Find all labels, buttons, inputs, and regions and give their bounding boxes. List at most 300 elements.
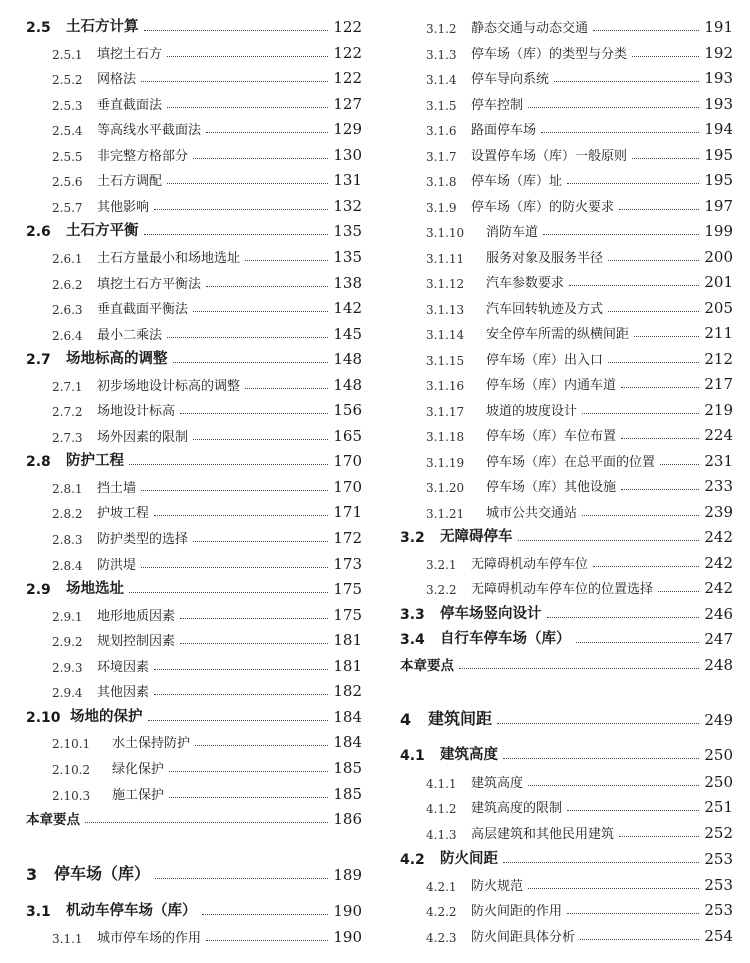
toc-entry-number: 3.1.21: [426, 506, 465, 521]
toc-entry-number: 2.7: [26, 352, 51, 369]
toc-entry-title: 汽车回转轨迹及方式: [486, 301, 604, 317]
toc-entry-page: 239: [704, 502, 733, 521]
toc-entry-number: 2.5.6: [52, 175, 83, 190]
toc-entry-title: 填挖土石方: [97, 46, 163, 62]
toc-entry: [400, 422, 733, 444]
dot-leader: [621, 489, 699, 490]
dot-leader: [167, 107, 328, 108]
toc-entry-number: 3: [26, 865, 38, 884]
toc-entry: [26, 729, 362, 751]
toc-entry-number: 3.1.11: [426, 251, 465, 266]
toc-entry: [26, 91, 362, 113]
toc-entry-page: 145: [333, 324, 362, 343]
toc-entry: [400, 794, 733, 816]
toc-entry-title: 停车场（库）在总平面的位置: [486, 454, 656, 470]
toc-entry: [26, 372, 362, 394]
toc-entry-title: 土石方计算: [66, 19, 139, 35]
toc-entry: [400, 575, 733, 597]
toc-entry: [26, 423, 362, 445]
dot-leader: [567, 913, 699, 914]
toc-entry-title: 无障碍机动车停车位的位置选择: [471, 582, 654, 597]
toc-entry-title: 停车场（库）的类型与分类: [471, 46, 628, 62]
toc-entry: [26, 898, 362, 920]
toc-entry-number: 3.1: [26, 904, 51, 920]
toc-entry-page: 175: [333, 580, 362, 599]
toc-entry-page: 138: [333, 273, 362, 292]
toc-entry: [400, 397, 733, 419]
dot-leader: [547, 617, 700, 618]
toc-entry-number: 2.9.2: [52, 635, 83, 650]
toc-entry-title: 停车场（库）出入口: [486, 352, 604, 368]
toc-entry-number: 3.1.18: [426, 430, 465, 444]
toc-entry: [26, 346, 362, 368]
toc-entry-title: 停车控制: [471, 97, 524, 113]
toc-entry-page: 242: [704, 579, 733, 597]
toc-entry-title: 填挖土石方平衡法: [97, 276, 202, 292]
toc-entry-page: 246: [704, 604, 733, 623]
dot-leader: [180, 643, 328, 644]
toc-entry: [400, 626, 733, 648]
toc-entry-number: 3.1.3: [426, 47, 457, 62]
dot-leader: [193, 158, 328, 159]
toc-entry-title: 无障碍机动车停车位: [471, 556, 589, 572]
toc-entry-page: 251: [704, 798, 733, 816]
toc-entry-number: 3.1.10: [426, 226, 465, 240]
toc-entry-page: 250: [704, 772, 733, 791]
toc-entry: [26, 576, 362, 598]
toc-entry-page: 156: [333, 401, 362, 420]
toc-entry-page: 142: [333, 299, 362, 318]
toc-entry-page: 252: [704, 824, 733, 842]
toc-entry-number: 2.10.1: [52, 737, 91, 752]
toc-entry-title: 建筑间距: [428, 709, 493, 728]
toc-entry-title: 等高线水平截面法: [97, 123, 202, 139]
dot-leader: [582, 515, 699, 516]
dot-leader: [169, 797, 328, 798]
dot-leader: [632, 158, 699, 159]
dot-leader: [148, 720, 329, 721]
toc-entry-title: 地形地质因素: [97, 608, 176, 624]
toc-entry-number: 4.2.2: [426, 905, 457, 919]
dot-leader: [245, 388, 328, 389]
dot-leader: [554, 81, 699, 82]
toc-entry-page: 190: [333, 928, 362, 946]
toc-entry-title: 施工保护: [112, 787, 165, 803]
dot-leader: [569, 285, 699, 286]
toc-entry-number: 3.2.2: [426, 583, 457, 597]
toc-entry: [400, 65, 733, 87]
toc-entry: [400, 820, 733, 842]
toc-entry: [400, 601, 733, 623]
toc-entry-number: 2.5.5: [52, 149, 83, 164]
toc-entry: [26, 602, 362, 624]
dot-leader: [621, 438, 699, 439]
dot-leader: [206, 286, 328, 287]
toc-entry-page: 193: [704, 94, 733, 113]
toc-entry-page: 212: [704, 349, 733, 368]
toc-entry-title: 城市停车场的作用: [97, 931, 202, 946]
toc-entry-number: 4.1: [400, 748, 425, 764]
toc-entry: [400, 550, 733, 572]
toc-entry-number: 3.1.13: [426, 302, 465, 317]
toc-entry: [400, 448, 733, 470]
toc-entry-title: 机动车停车场（库）: [66, 903, 197, 919]
dot-leader: [528, 785, 699, 786]
dot-leader: [593, 566, 699, 567]
toc-entry-title: 规划控制因素: [97, 634, 176, 650]
toc-entry-number: 4.1.1: [426, 776, 457, 791]
toc-entry-number: 2.6.4: [52, 328, 83, 343]
toc-entry-number: 2.10.2: [52, 762, 91, 777]
dot-leader: [459, 668, 699, 669]
toc-entry: [26, 65, 362, 87]
toc-entry-page: 184: [333, 707, 362, 726]
toc-entry-title: 土石方量最小和场地选址: [97, 250, 241, 266]
toc-entry-number: 2.6: [26, 224, 51, 241]
toc-entry: [26, 116, 362, 138]
toc-entry-page: 173: [333, 554, 362, 573]
dot-leader: [658, 591, 699, 592]
toc-entry-page: 148: [333, 375, 362, 394]
toc-entry-number: 3.1.1: [52, 932, 83, 946]
toc-entry-number: 2.5.4: [52, 124, 83, 139]
toc-entry-number: 3.2: [400, 530, 425, 546]
toc-entry: [400, 499, 733, 521]
toc-entry: [400, 346, 733, 368]
dot-leader: [144, 30, 329, 31]
toc-entry: [26, 397, 362, 419]
toc-entry-number: 3.1.16: [426, 379, 465, 393]
toc-entry-title: 静态交通与动态交通: [471, 21, 589, 36]
toc-entry-title: 网格法: [97, 72, 137, 88]
toc-entry-page: 122: [333, 18, 362, 36]
toc-entry-page: 122: [333, 43, 362, 62]
toc-entry-title: 环境因素: [97, 659, 150, 675]
dot-leader: [608, 362, 699, 363]
toc-entry: [26, 862, 362, 884]
toc-entry-title: 护坡工程: [97, 506, 150, 522]
toc-entry-page: 195: [704, 171, 733, 189]
dot-leader: [503, 758, 699, 759]
toc-entry-number: 3.1.15: [426, 353, 465, 368]
dot-leader: [141, 81, 328, 82]
toc-entry-title: 土石方平衡: [66, 223, 139, 240]
toc-entry-title: 水土保持防护: [112, 736, 191, 752]
dot-leader: [518, 540, 700, 541]
toc-entry-title: 城市公共交通站: [486, 505, 578, 521]
toc-entry-title: 垂直截面法: [97, 97, 163, 113]
dot-leader: [180, 413, 328, 414]
toc-entry-title: 服务对象及服务半径: [486, 250, 604, 266]
toc-entry-number: 2.8.3: [52, 533, 83, 547]
toc-entry-title: 防火间距: [440, 851, 498, 867]
dot-leader: [580, 939, 699, 940]
dot-leader: [619, 209, 699, 210]
toc-entry: [26, 499, 362, 521]
dot-leader: [593, 30, 699, 31]
toc-entry-number: 2.9.1: [52, 609, 83, 624]
toc-entry-number: 3.1.6: [426, 124, 457, 138]
toc-entry-title: 场外因素的限制: [97, 429, 189, 445]
toc-entry-title: 本章要点: [26, 812, 80, 829]
toc-entry: [400, 116, 733, 138]
toc-entry-number: 2.8.1: [52, 481, 83, 496]
toc-entry: [26, 142, 362, 164]
toc-entry-number: 3.1.5: [426, 98, 457, 113]
toc-entry: [26, 704, 362, 726]
toc-entry: [400, 652, 733, 674]
toc-entry: [26, 551, 362, 573]
toc-entry-title: 建筑高度的限制: [471, 801, 563, 816]
toc-entry-page: 242: [704, 553, 733, 572]
dot-leader: [543, 234, 699, 235]
dot-leader: [154, 209, 328, 210]
toc-entry-number: 2.6.3: [52, 303, 83, 318]
toc-entry-title: 停车场（库）其他设施: [486, 480, 617, 495]
toc-entry: [26, 218, 362, 240]
toc-entry-title: 高层建筑和其他民用建筑: [471, 827, 615, 842]
toc-entry-title: 初步场地设计标高的调整: [97, 378, 241, 394]
dot-leader: [497, 723, 699, 724]
toc-entry-number: 4.2.3: [426, 931, 457, 945]
dot-leader: [144, 234, 329, 235]
dot-leader: [193, 439, 328, 440]
dot-leader: [608, 311, 699, 312]
toc-entry-number: 2.7.2: [52, 405, 83, 420]
dot-leader: [634, 336, 699, 337]
toc-entry: [26, 270, 362, 292]
toc-entry: [400, 923, 733, 945]
toc-entry: [400, 769, 733, 791]
toc-entry-page: 175: [333, 605, 362, 624]
toc-entry: [400, 193, 733, 215]
dot-leader: [528, 107, 699, 108]
toc-entry: [26, 653, 362, 675]
toc-entry-number: 3.1.20: [426, 481, 465, 495]
toc-entry-page: 211: [704, 324, 733, 342]
toc-entry-page: 248: [704, 655, 733, 674]
toc-entry-title: 防护工程: [66, 453, 124, 470]
toc-entry-number: 2.9: [26, 582, 51, 599]
toc-entry-page: 205: [704, 298, 733, 317]
toc-entry-number: 4: [400, 710, 412, 729]
toc-entry: [400, 295, 733, 317]
toc-entry-title: 汽车参数要求: [486, 276, 565, 291]
toc-entry-page: 253: [704, 901, 733, 919]
toc-entry-number: 3.1.9: [426, 200, 457, 215]
toc-entry-title: 无障碍停车: [440, 529, 513, 545]
toc-entry-number: 3.2.1: [426, 557, 457, 572]
toc-entry: [400, 269, 733, 291]
toc-entry-page: 185: [333, 758, 362, 777]
toc-entry-number: 2.7.3: [52, 430, 83, 445]
toc-entry-title: 其他因素: [97, 685, 150, 701]
toc-entry: [400, 371, 733, 393]
toc-entry: [26, 448, 362, 470]
toc-entry-page: 181: [333, 631, 362, 650]
dot-leader: [155, 878, 328, 879]
toc-entry-number: 3.4: [400, 632, 425, 648]
toc-entry-number: 2.5.3: [52, 98, 83, 113]
toc-entry: [400, 14, 733, 36]
toc-entry-title: 挡土墙: [97, 480, 137, 496]
dot-leader: [85, 822, 328, 823]
toc-entry: [400, 473, 733, 495]
toc-entry-page: 184: [333, 733, 362, 752]
toc-entry-page: 182: [333, 682, 362, 701]
toc-entry: [26, 167, 362, 189]
toc-entry-number: 2.6.1: [52, 251, 83, 266]
toc-entry-number: 3.1.19: [426, 455, 465, 470]
toc-entry-page: 172: [333, 529, 362, 547]
toc-entry: [400, 742, 733, 764]
toc-entry: [26, 525, 362, 547]
toc-entry-page: 250: [704, 746, 733, 764]
toc-entry-number: 4.2: [400, 852, 425, 868]
toc-entry-number: 3.1.2: [426, 22, 457, 36]
dot-leader: [167, 183, 328, 184]
toc-entry-number: 2.9.4: [52, 686, 83, 701]
toc-entry-page: 242: [704, 528, 733, 546]
dot-leader: [169, 771, 328, 772]
toc-entry-page: 131: [333, 171, 362, 190]
toc-entry: [400, 244, 733, 266]
toc-entry-page: 185: [333, 784, 362, 803]
toc-entry-title: 场地的保护: [70, 708, 143, 725]
toc-entry-page: 193: [704, 69, 733, 87]
toc-entry: [400, 524, 733, 546]
dot-leader: [608, 260, 699, 261]
dot-leader: [567, 810, 699, 811]
toc-entry-page: 127: [333, 94, 362, 113]
dot-leader: [193, 541, 328, 542]
dot-leader: [202, 914, 329, 915]
toc-entry-page: 192: [704, 43, 733, 62]
dot-leader: [129, 464, 328, 465]
toc-entry-number: 3.1.7: [426, 149, 457, 164]
toc-entry: [400, 40, 733, 62]
toc-entry-number: 2.5.1: [52, 47, 83, 62]
toc-entry: [400, 846, 733, 868]
toc-entry-number: 2.8.2: [52, 507, 83, 522]
dot-leader: [141, 567, 328, 568]
dot-leader: [528, 888, 699, 889]
toc-entry-title: 建筑高度: [471, 775, 524, 791]
toc-entry: [26, 678, 362, 700]
toc-entry-title: 停车导向系统: [471, 72, 550, 87]
dot-leader: [619, 836, 699, 837]
toc-entry: [26, 321, 362, 343]
dot-leader: [621, 387, 699, 388]
toc-entry-number: 3.1.17: [426, 404, 465, 419]
toc-entry-page: 200: [704, 247, 733, 266]
toc-entry-title: 停车场竖向设计: [440, 605, 542, 622]
toc-entry-page: 186: [333, 810, 362, 829]
dot-leader: [245, 260, 328, 261]
toc-entry: [26, 474, 362, 496]
toc-entry-title: 非完整方格部分: [97, 148, 189, 164]
toc-entry-number: 2.9.3: [52, 660, 83, 675]
toc-entry-page: 194: [704, 120, 733, 138]
toc-entry-title: 停车场（库）址: [471, 174, 563, 189]
toc-entry-title: 垂直截面平衡法: [97, 302, 189, 318]
toc-entry-number: 3.1.4: [426, 73, 457, 87]
toc-entry-page: 195: [704, 145, 733, 164]
dot-leader: [660, 464, 699, 465]
toc-entry-title: 设置停车场（库）一般原则: [471, 148, 628, 164]
toc-entry-page: 130: [333, 145, 362, 164]
toc-entry-page: 170: [333, 477, 362, 496]
toc-entry: [26, 781, 362, 803]
toc-entry-number: 2.7.1: [52, 379, 83, 394]
toc-entry-page: 253: [704, 875, 733, 894]
toc-entry-number: 3.1.12: [426, 277, 465, 291]
toc-entry-page: 165: [333, 426, 362, 445]
toc-entry-number: 4.1.2: [426, 802, 457, 816]
toc-entry-page: 171: [333, 503, 362, 522]
toc-entry-title: 停车场（库）的防火要求: [471, 199, 615, 215]
toc-entry-title: 防火间距的作用: [471, 904, 563, 919]
dot-leader: [582, 413, 699, 414]
toc-entry: [26, 40, 362, 62]
toc-entry-page: 191: [704, 18, 733, 36]
toc-entry: [400, 872, 733, 894]
toc-entry-page: 122: [333, 69, 362, 88]
toc-entry-page: 253: [704, 850, 733, 868]
dot-leader: [632, 56, 699, 57]
dot-leader: [193, 311, 328, 312]
toc-entry-title: 防洪堤: [97, 557, 137, 573]
toc-entry-page: 181: [333, 656, 362, 675]
dot-leader: [206, 940, 328, 941]
dot-leader: [180, 618, 328, 619]
dot-leader: [503, 862, 699, 863]
toc-entry-number: 3.1.8: [426, 175, 457, 189]
toc-entry-title: 防火间距具体分析: [471, 930, 576, 945]
dot-leader: [154, 515, 328, 516]
toc-entry: [26, 295, 362, 317]
dot-leader: [541, 132, 699, 133]
dot-leader: [167, 56, 328, 57]
toc-entry: [400, 142, 733, 164]
toc-entry-page: 129: [333, 120, 362, 139]
toc-entry: [26, 755, 362, 777]
toc-entry-page: 148: [333, 350, 362, 369]
toc-entry-page: 217: [704, 375, 733, 393]
toc-entry-number: 2.10.3: [52, 788, 91, 803]
dot-leader: [129, 592, 328, 593]
toc-entry-page: 189: [333, 866, 362, 884]
toc-entry-title: 场地标高的调整: [66, 351, 168, 368]
toc-entry-page: 135: [333, 222, 362, 241]
dot-leader: [141, 490, 328, 491]
toc-entry-page: 233: [704, 477, 733, 495]
toc-entry-number: 2.6.2: [52, 277, 83, 292]
toc-entry-title: 路面停车场: [471, 123, 537, 138]
toc-entry-title: 防火规范: [471, 878, 524, 894]
dot-leader: [576, 642, 700, 643]
dot-leader: [173, 362, 329, 363]
toc-entry-page: 201: [704, 273, 733, 291]
dot-leader: [154, 669, 328, 670]
toc-entry-title: 停车场（库）车位布置: [486, 429, 617, 444]
toc-entry: [400, 707, 733, 729]
toc-entry: [26, 806, 362, 828]
dot-leader: [154, 694, 328, 695]
toc-entry-page: 224: [704, 426, 733, 444]
toc-entry-page: 135: [333, 247, 362, 266]
toc-entry-page: 190: [333, 902, 362, 920]
